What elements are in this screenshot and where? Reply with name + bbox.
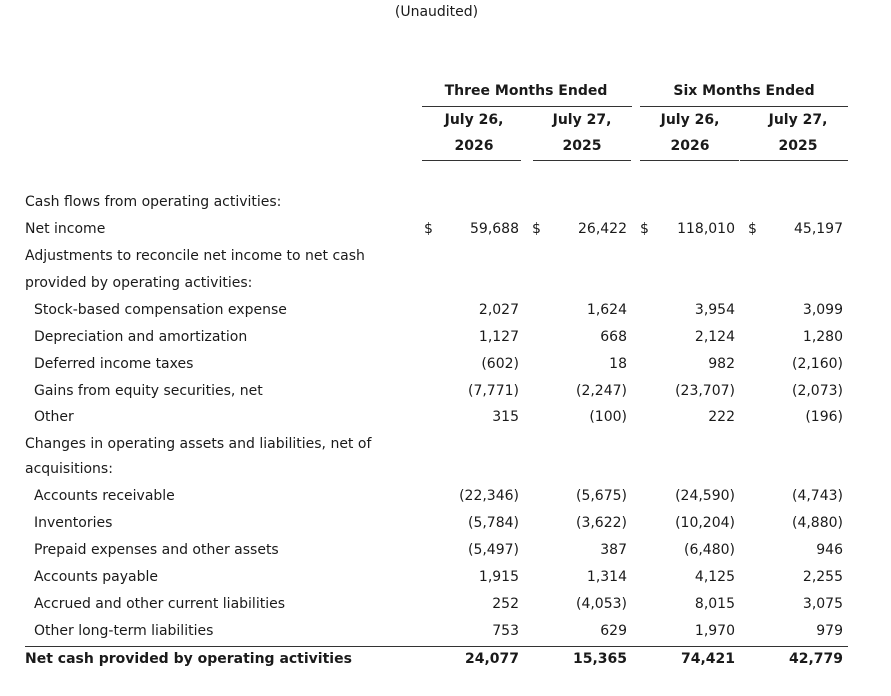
cell-value: (5,497)	[467, 542, 519, 558]
cell-value: 2,027	[478, 302, 519, 318]
row-label: Inventories	[34, 515, 113, 531]
row-label: Prepaid expenses and other assets	[34, 542, 279, 558]
row-label: provided by operating activities:	[25, 275, 253, 291]
cell-value: (22,346)	[459, 488, 519, 504]
column-header-rule	[740, 160, 848, 161]
row-label: Stock-based compensation expense	[34, 302, 287, 318]
cell-value: 387	[600, 542, 627, 558]
cell-value: (5,675)	[575, 488, 627, 504]
cell-value: 315	[492, 409, 519, 425]
column-header-year: 2025	[778, 138, 818, 154]
cell-value: (10,204)	[675, 515, 735, 531]
cell-value: 18	[609, 356, 627, 372]
row-label: Deferred income taxes	[34, 356, 194, 372]
cell-value: (4,743)	[791, 488, 843, 504]
cell-value: 15,365	[572, 651, 627, 667]
cell-value: 1,280	[802, 329, 843, 345]
cell-value: 2,124	[694, 329, 735, 345]
column-header-year: 2026	[454, 138, 494, 154]
currency-symbol: $	[640, 221, 649, 237]
cell-value: (24,590)	[675, 488, 735, 504]
cell-value: (23,707)	[675, 383, 735, 399]
cell-value: 3,075	[802, 596, 843, 612]
row-label: Net income	[25, 221, 106, 237]
row-label: Changes in operating assets and liabilities, net of	[25, 436, 372, 452]
total-rule	[25, 646, 848, 647]
cell-value: (196)	[805, 409, 843, 425]
unaudited-note: (Unaudited)	[394, 4, 479, 20]
column-header-date: July 26,	[660, 112, 720, 128]
row-label: Net cash provided by operating activities	[25, 651, 352, 667]
currency-symbol: $	[424, 221, 433, 237]
cell-value: 946	[816, 542, 843, 558]
cell-value: 1,970	[694, 623, 735, 639]
cell-value: 2,255	[802, 569, 843, 585]
cell-value: (2,160)	[791, 356, 843, 372]
cell-value: 1,624	[586, 302, 627, 318]
column-header-date: July 26,	[444, 112, 504, 128]
cell-value: 222	[708, 409, 735, 425]
row-label: Adjustments to reconcile net income to net cash	[25, 248, 365, 264]
cell-value: (4,053)	[575, 596, 627, 612]
row-label: acquisitions:	[25, 461, 113, 477]
cell-value: 1,915	[478, 569, 519, 585]
currency-symbol: $	[532, 221, 541, 237]
column-header-date: July 27,	[552, 112, 612, 128]
cell-value: (4,880)	[791, 515, 843, 531]
cell-value: 3,954	[694, 302, 735, 318]
cell-value: 42,779	[788, 651, 843, 667]
cell-value: 24,077	[464, 651, 519, 667]
column-header-date: July 27,	[768, 112, 828, 128]
row-label: Accounts receivable	[34, 488, 175, 504]
cell-value: (3,622)	[575, 515, 627, 531]
cell-value: 4,125	[694, 569, 735, 585]
cell-value: 1,127	[478, 329, 519, 345]
currency-symbol: $	[748, 221, 757, 237]
cell-value: 979	[816, 623, 843, 639]
cell-value: 252	[492, 596, 519, 612]
row-label: Accrued and other current liabilities	[34, 596, 285, 612]
cell-value: (100)	[589, 409, 627, 425]
cell-value: 45,197	[794, 221, 843, 237]
cell-value: 59,688	[470, 221, 519, 237]
cell-value: 629	[600, 623, 627, 639]
group-rule-six-months	[640, 106, 848, 107]
cell-value: (5,784)	[467, 515, 519, 531]
cell-value: 668	[600, 329, 627, 345]
group-header-three-months: Three Months Ended	[444, 83, 608, 99]
row-label: Other long-term liabilities	[34, 623, 214, 639]
column-header-rule	[640, 160, 739, 161]
row-label: Accounts payable	[34, 569, 158, 585]
cell-value: 26,422	[578, 221, 627, 237]
row-label: Depreciation and amortization	[34, 329, 248, 345]
column-header-year: 2025	[562, 138, 602, 154]
cell-value: 753	[492, 623, 519, 639]
cell-value: (6,480)	[683, 542, 735, 558]
row-label: Gains from equity securities, net	[34, 383, 263, 399]
cell-value: (7,771)	[467, 383, 519, 399]
cell-value: (602)	[481, 356, 519, 372]
cell-value: 118,010	[677, 221, 735, 237]
group-header-six-months: Six Months Ended	[673, 83, 815, 99]
cell-value: 8,015	[694, 596, 735, 612]
column-header-rule	[422, 160, 521, 161]
cell-value: 1,314	[586, 569, 627, 585]
cell-value: 982	[708, 356, 735, 372]
column-header-year: 2026	[670, 138, 710, 154]
row-label: Other	[34, 409, 74, 425]
row-label: Cash flows from operating activities:	[25, 194, 282, 210]
cell-value: 74,421	[680, 651, 735, 667]
cell-value: 3,099	[802, 302, 843, 318]
column-header-rule	[533, 160, 631, 161]
group-rule-three-months	[422, 106, 632, 107]
cell-value: (2,073)	[791, 383, 843, 399]
cell-value: (2,247)	[575, 383, 627, 399]
